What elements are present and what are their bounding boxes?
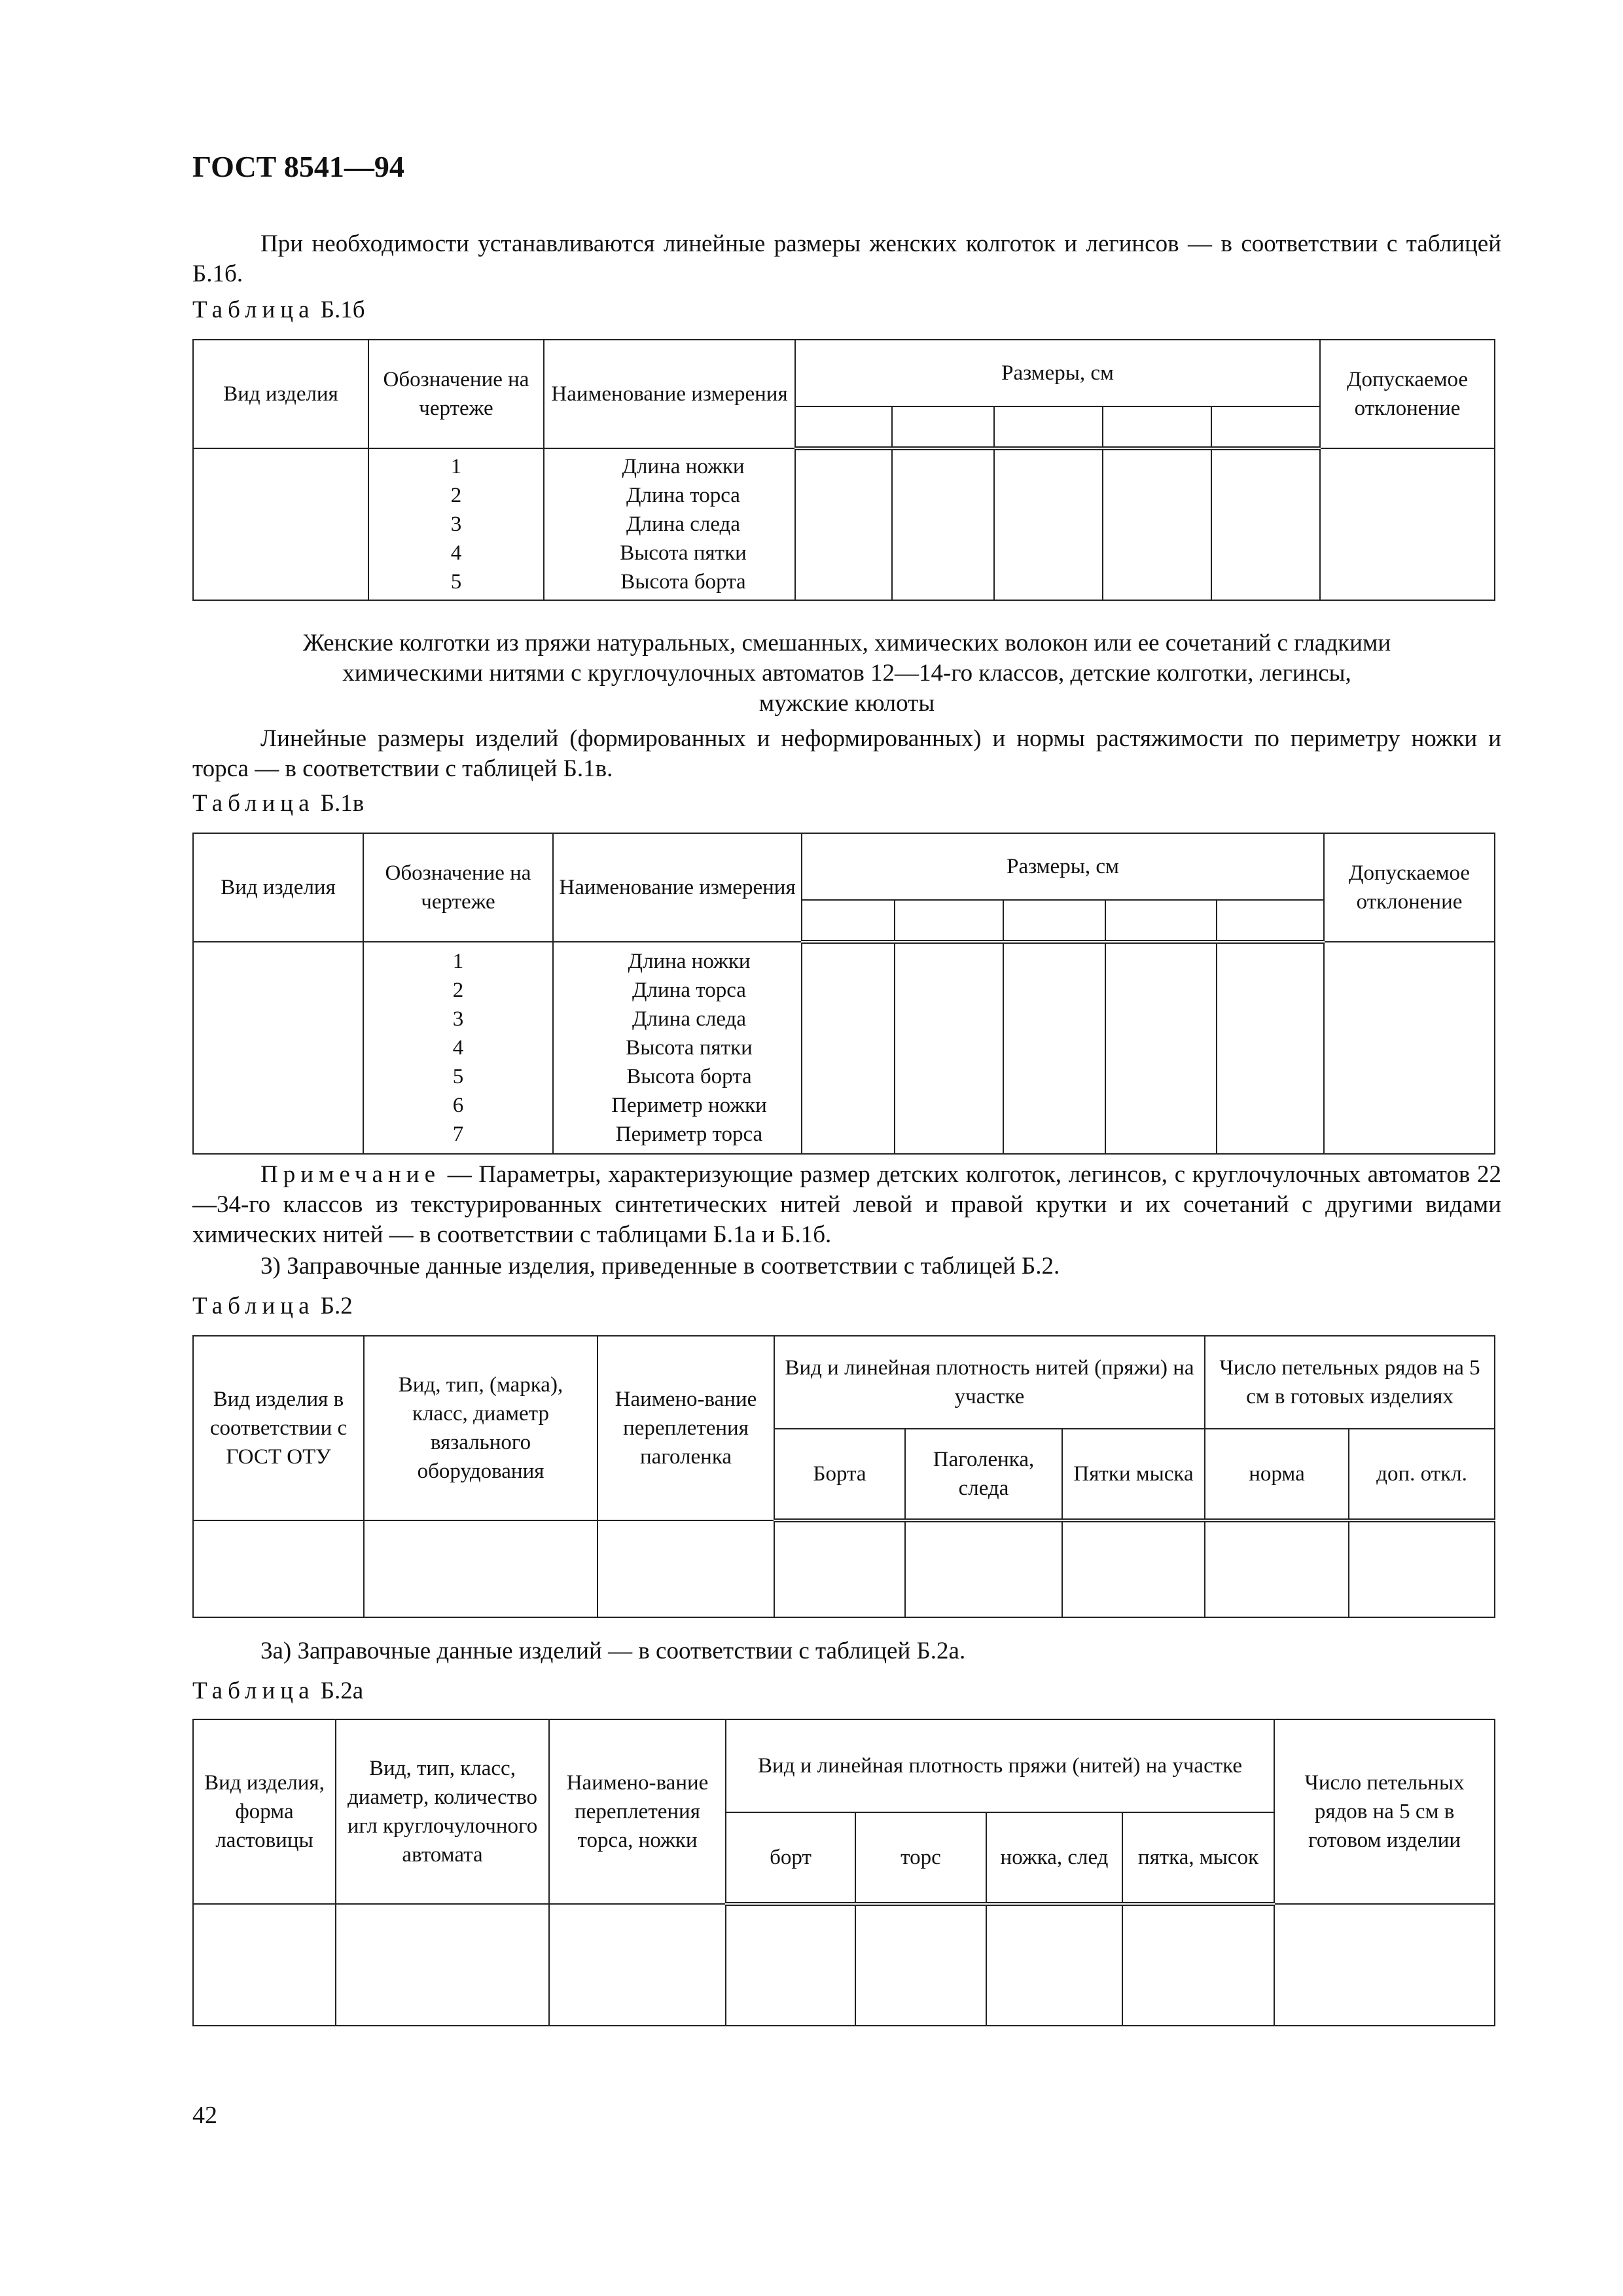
list-item: Длина ножки (622, 455, 745, 478)
table-b1v-label (192, 789, 364, 817)
list-item: Длина торса (632, 978, 746, 1002)
note-text: — Параметры, характеризующие размер детских колготок, легинсов, с круглочулочных автоматов 22—34-го классов из текстурированных синтетических нитей левой и правой крутки и их сочетаний с другими видами химических нитей — в соответствии с таблицами Б.1а и Б.1б. (192, 1161, 1502, 1248)
size-col (895, 900, 1003, 942)
body-cell (193, 942, 363, 1154)
table-label-word: Таблица (192, 296, 315, 323)
table-b1v (192, 833, 1495, 1155)
header-norma: норма (1205, 1429, 1349, 1520)
table-label-word: Таблица (192, 790, 315, 817)
body-cell (1211, 448, 1320, 600)
list-item: 5 (450, 570, 462, 594)
body-cell (1105, 942, 1217, 1154)
list-item: Периметр торса (615, 1122, 763, 1146)
list-item: Высота борта (620, 570, 746, 594)
paragraph-b1v: Линейные размеры изделий (формированных и неформированных) и нормы растяжимости по периметру ножки и торса — в соответствии с таблицей Б.1в. (192, 725, 1501, 782)
header-oboz: Обозначение на чертеже (368, 340, 544, 448)
list-item: Длина торса (626, 484, 740, 507)
list-item: 7 (452, 1122, 464, 1146)
table-b1b-label (192, 296, 365, 324)
intro-paragraph: При необходимости устанавливаются линейные размеры женских колготок и легинсов — в соответствии с таблицей Б.1б. (192, 230, 1501, 287)
header-borta: Борта (774, 1429, 905, 1520)
measurement-list (553, 942, 802, 1154)
body-cell (1205, 1520, 1349, 1617)
body-cell (774, 1520, 905, 1617)
list-item: 2 (450, 484, 462, 507)
item-3: 3) Заправочные данные изделия, приведенные в соответствии с таблицей Б.2. (260, 1253, 1060, 1280)
body-cell (895, 942, 1003, 1154)
item-3a: 3а) Заправочные данные изделий — в соответствии с таблицей Б.2а. (260, 1638, 966, 1664)
body-cell (1122, 1904, 1274, 2026)
table-label-number: Б.1в (320, 790, 365, 817)
header-pyatka: пятка, мысок (1122, 1812, 1274, 1904)
heading-line: мужские кюлоты (758, 690, 935, 717)
note-label: Примечание (260, 1161, 440, 1188)
list-item: Высота пятки (620, 541, 747, 565)
list-item: Высота пятки (626, 1036, 753, 1060)
header-naim: Наименование измерения (553, 833, 802, 942)
table-label-number: Б.2 (320, 1293, 353, 1319)
size-col (802, 900, 895, 942)
body-cell (193, 1904, 336, 2026)
header-naim: Наименование измерения (544, 340, 795, 448)
list-item: Высота борта (626, 1065, 752, 1088)
body-cell (855, 1904, 986, 2026)
header-chislo: Число петельных рядов на 5 см в готовых изделиях (1205, 1336, 1495, 1429)
header-vid: Вид изделия в соответствии с ГОСТ ОТУ (193, 1336, 364, 1520)
note-paragraph (192, 1160, 1501, 1250)
header-pyatki: Пятки мыска (1062, 1429, 1205, 1520)
page-number: 42 (192, 2102, 217, 2129)
body-cell (795, 448, 892, 600)
body-cell (994, 448, 1103, 600)
body-cell (597, 1520, 774, 1617)
table-b2-label (192, 1292, 353, 1320)
header-oboz: Обозначение на чертеже (363, 833, 553, 942)
body-cell (1320, 448, 1495, 600)
body-cell (905, 1520, 1062, 1617)
body-cell (1349, 1520, 1495, 1617)
header-naim: Наимено-вание переплетения паголенка (597, 1336, 774, 1520)
size-col (1211, 406, 1320, 448)
list-item: 4 (452, 1036, 464, 1060)
header-nozhka: ножка, след (986, 1812, 1122, 1904)
body-cell (193, 448, 368, 600)
heading-line: Женские колготки из пряжи натуральных, смешанных, химических волокон или ее сочетаний с гладкими (302, 630, 1391, 656)
size-col (1217, 900, 1324, 942)
list-item: 2 (452, 978, 464, 1002)
size-col (1103, 406, 1211, 448)
body-cell (1324, 942, 1495, 1154)
header-plot: Вид и линейная плотность пряжи (нитей) на участке (726, 1719, 1274, 1812)
header-razm: Размеры, см (802, 833, 1324, 900)
table-label-number: Б.2а (320, 1677, 364, 1704)
body-cell (193, 1520, 364, 1617)
list-item: 1 (450, 455, 462, 478)
header-plot: Вид и линейная плотность нитей (пряжи) на участке (774, 1336, 1205, 1429)
header-chislo: Число петельных рядов на 5 см в готовом изделии (1274, 1719, 1495, 1904)
header-tip: Вид, тип, (марка), класс, диаметр вязального оборудования (364, 1336, 597, 1520)
list-item: 5 (452, 1065, 464, 1088)
list-item: Периметр ножки (611, 1094, 767, 1117)
header-dop: Допускаемое отклонение (1320, 340, 1495, 448)
list-item: 1 (452, 950, 464, 973)
list-item: 4 (450, 541, 462, 565)
table-b2 (192, 1335, 1495, 1618)
header-pagolenka: Паголенка, следа (905, 1429, 1062, 1520)
body-cell (1103, 448, 1211, 600)
body-cell (1274, 1904, 1495, 2026)
list-item: Длина следа (626, 512, 740, 536)
body-cell (892, 448, 994, 600)
body-cell (1062, 1520, 1205, 1617)
header-dop: доп. откл. (1349, 1429, 1495, 1520)
table-label-word: Таблица (192, 1293, 315, 1319)
body-cell (1003, 942, 1105, 1154)
table-b2a (192, 1719, 1495, 2026)
number-list (363, 942, 553, 1154)
body-cell (1217, 942, 1324, 1154)
header-bort: борт (726, 1812, 855, 1904)
section-heading (192, 628, 1501, 719)
table-b1b (192, 339, 1495, 601)
body-cell (336, 1904, 549, 2026)
size-col (1003, 900, 1105, 942)
body-cell (802, 942, 895, 1154)
header-tors: торс (855, 1812, 986, 1904)
size-col (795, 406, 892, 448)
list-item: Длина следа (632, 1007, 746, 1031)
header-vid: Вид изделия (193, 833, 363, 942)
header-tip: Вид, тип, класс, диаметр, количество игл круглочулочного автомата (336, 1719, 549, 1904)
header-dop: Допускаемое отклонение (1324, 833, 1495, 942)
heading-line: химическими нитями с круглочулочных автоматов 12—14-го классов, детские колготки, легинсы, (342, 660, 1351, 687)
number-list (368, 448, 544, 600)
body-cell (726, 1904, 855, 2026)
measurement-list (544, 448, 795, 600)
table-label-word: Таблица (192, 1677, 315, 1704)
list-item: Длина ножки (628, 950, 751, 973)
list-item: 3 (450, 512, 462, 536)
size-col (1105, 900, 1217, 942)
body-cell (986, 1904, 1122, 2026)
header-razm: Размеры, см (795, 340, 1320, 406)
header-vid: Вид изделия, форма ластовицы (193, 1719, 336, 1904)
table-label-number: Б.1б (320, 296, 365, 323)
header-vid: Вид изделия (193, 340, 368, 448)
table-b2a-label (192, 1677, 363, 1705)
body-cell (364, 1520, 597, 1617)
document-title: ГОСТ 8541—94 (192, 150, 404, 183)
header-naim: Наимено-вание переплетения торса, ножки (549, 1719, 726, 1904)
list-item: 3 (452, 1007, 464, 1031)
body-cell (549, 1904, 726, 2026)
list-item: 6 (452, 1094, 464, 1117)
size-col (994, 406, 1103, 448)
size-col (892, 406, 994, 448)
